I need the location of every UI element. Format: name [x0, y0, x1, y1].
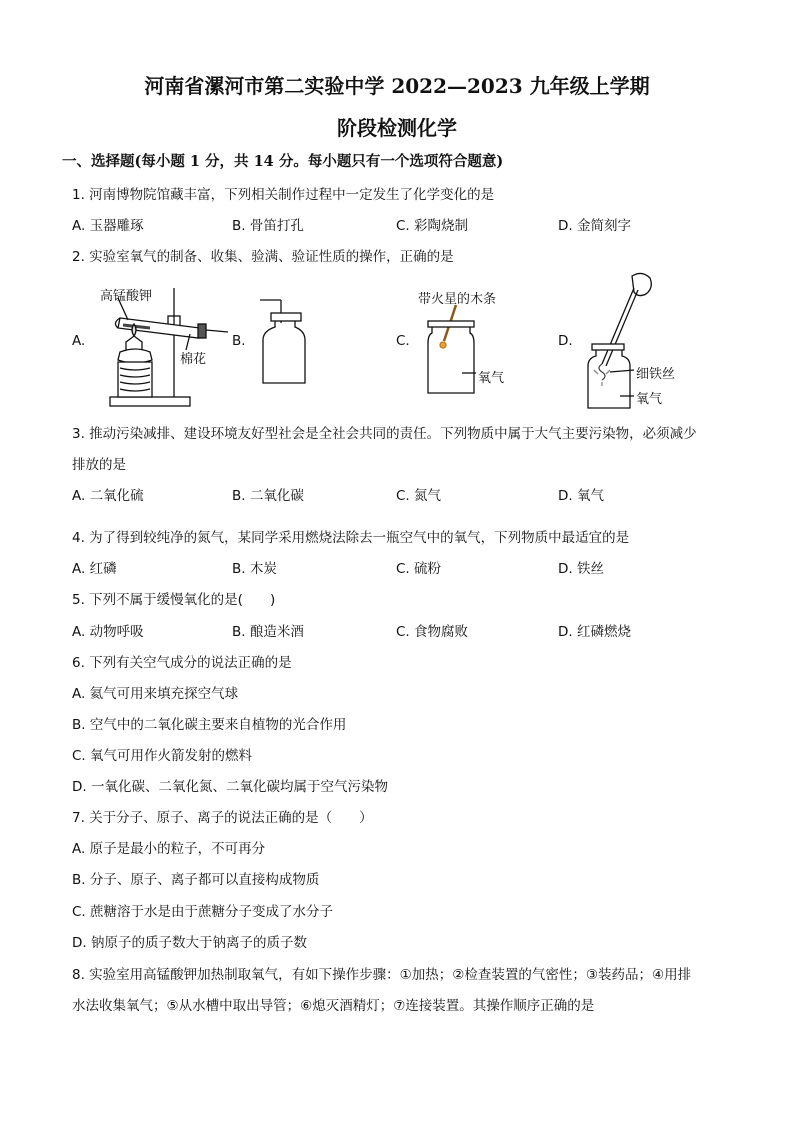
section-heading: 一、选择题(每小题 1 分，共 14 分。每小题只有一个选项符合题意): [62, 153, 504, 170]
question-2-letter-a: A.: [72, 333, 86, 349]
question-5-option-b: B. 酿造米酒: [232, 624, 304, 640]
question-7-option-d: D. 钠原子的质子数大于钠离子的质子数: [72, 935, 307, 951]
question-3-option-c: C. 氮气: [396, 488, 442, 504]
question-5-option-d: D. 红磷燃烧: [558, 624, 631, 640]
label-splint: 带火星的木条: [418, 292, 497, 307]
question-2-letter-b: B.: [232, 333, 246, 349]
question-1-option-a: A. 玉器雕琢: [72, 218, 144, 234]
exam-title-line2: 阶段检测化学: [337, 116, 457, 140]
question-3-stem-line2: 排放的是: [72, 457, 126, 473]
question-1-option-b: B. 骨笛打孔: [232, 218, 304, 234]
question-3-option-d: D. 氧气: [558, 488, 604, 504]
question-1-stem: 1. 河南博物院馆藏丰富，下列相关制作过程中一定发生了化学变化的是: [72, 187, 495, 203]
question-1-option-c: C. 彩陶烧制: [396, 218, 469, 234]
label-kmno4: 高锰酸钾: [100, 289, 153, 304]
question-4-option-b: B. 木炭: [232, 561, 277, 577]
question-8-stem-line2: 水法收集氧气；⑤从水槽中取出导管；⑥熄灭酒精灯；⑦连接装置。其操作顺序正确的是: [72, 998, 595, 1014]
exam-title-line1: 河南省漯河市第二实验中学 2022—2023 九年级上学期: [144, 74, 650, 98]
figure-c-splint-test: [420, 303, 490, 398]
question-5-stem: 5. 下列不属于缓慢氧化的是( ): [72, 592, 276, 608]
question-4-option-a: A. 红磷: [72, 561, 117, 577]
question-3-option-a: A. 二氧化硫: [72, 488, 144, 504]
question-5-option-c: C. 食物腐败: [396, 624, 469, 640]
question-7-option-c: C. 蔗糖溶于水是由于蔗糖分子变成了水分子: [72, 904, 334, 920]
question-7-stem: 7. 关于分子、原子、离子的说法正确的是（ ）: [72, 810, 373, 826]
question-8-stem-line1: 8. 实验室用高锰酸钾加热制取氧气，有如下操作步骤：①加热；②检查装置的气密性；③装药品；④用排: [72, 967, 692, 983]
question-5-option-a: A. 动物呼吸: [72, 624, 144, 640]
question-2-stem: 2. 实验室氧气的制备、收集、验满、验证性质的操作，正确的是: [72, 249, 454, 265]
question-6-option-d: D. 一氧化碳、二氧化氮、二氧化碳均属于空气污染物: [72, 779, 388, 795]
question-6-option-a: A. 氦气可用来填充探空气球: [72, 686, 239, 702]
question-4-stem: 4. 为了得到较纯净的氮气，某同学采用燃烧法除去一瓶空气中的氧气，下列物质中最适宜的是: [72, 530, 630, 546]
figure-b-gas-bottle: [255, 295, 315, 390]
question-7-option-a: A. 原子是最小的粒子，不可再分: [72, 841, 266, 857]
label-cotton: 棉花: [180, 352, 207, 367]
figure-d-iron-wire-burning: [580, 268, 663, 413]
question-6-stem: 6. 下列有关空气成分的说法正确的是: [72, 655, 292, 671]
label-oxygen-c: 氧气: [478, 371, 505, 386]
question-3-option-b: B. 二氧化碳: [232, 488, 304, 504]
label-oxygen-d: 氧气: [636, 392, 663, 407]
question-4-option-d: D. 铁丝: [558, 561, 604, 577]
question-2-letter-c: C.: [396, 333, 410, 349]
question-2-letter-d: D.: [558, 333, 573, 349]
question-3-stem-line1: 3. 推动污染减排、建设环境友好型社会是全社会共同的责任。下列物质中属于大气主要污染物，必须减少: [72, 426, 697, 442]
label-iron-wire: 细铁丝: [636, 367, 676, 382]
question-6-option-c: C. 氧气可用作火箭发射的燃料: [72, 748, 253, 764]
question-1-option-d: D. 金简刻字: [558, 218, 631, 234]
question-7-option-b: B. 分子、原子、离子都可以直接构成物质: [72, 872, 320, 888]
figure-a-kmno4-apparatus: [90, 280, 230, 415]
question-6-option-b: B. 空气中的二氧化碳主要来自植物的光合作用: [72, 717, 347, 733]
question-4-option-c: C. 硫粉: [396, 561, 442, 577]
